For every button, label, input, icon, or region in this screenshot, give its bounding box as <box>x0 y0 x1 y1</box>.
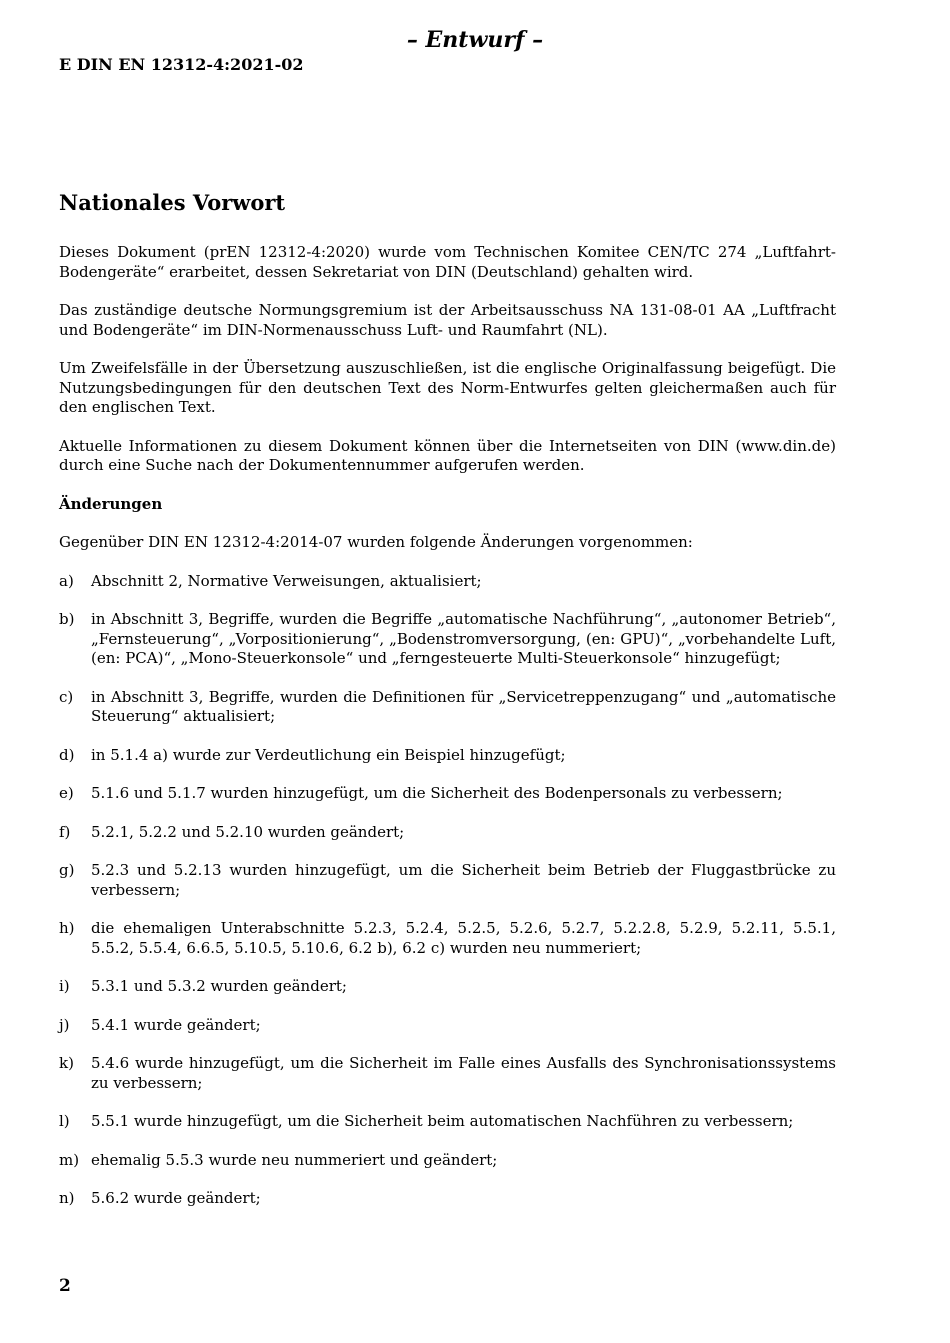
list-item-text: 5.2.1, 5.2.2 und 5.2.10 wurden geändert; <box>91 822 405 841</box>
list-item-text: die ehemaligen Unterabschnitte 5.2.3, 5.2.4, 5.2.5, 5.2.6, 5.2.7, 5.2.2.8, 5.2.9, 5.2.11, 5.5.1, 5.5.2, 5.5.4, 6.6.5, 5.10.5, 5.10.6, 6.2 b), 6.2 c) wurden neu nummeriert; <box>91 919 836 957</box>
list-item <box>59 1189 836 1209</box>
list-item-label: c) <box>59 687 74 706</box>
list-item-label: k) <box>59 1054 74 1072</box>
list-item-label: n) <box>59 1189 75 1207</box>
list-item-text: Abschnitt 2, Normative Verweisungen, aktualisiert; <box>91 571 482 590</box>
list-item-label: j) <box>59 1015 70 1034</box>
list-item-label: h) <box>59 919 75 937</box>
paragraph-committee: Dieses Dokument (prEN 12312-4:2020) wurde vom Technischen Komitee CEN/TC 274 „Luftfahrt-Bodengeräte“ erarbeitet, dessen Sekretariat von DIN (Deutschland) gehalten wird. <box>59 243 836 281</box>
list-item-label: i) <box>59 977 70 995</box>
list-item <box>59 1016 836 1036</box>
changes-intro: Gegenüber DIN EN 12312-4:2014-07 wurden folgende Änderungen vorgenommen: <box>59 533 693 551</box>
list-item-label: b) <box>59 610 75 628</box>
list-item <box>59 746 836 766</box>
list-item <box>59 784 836 804</box>
list-item-label: e) <box>59 784 74 802</box>
paragraph-information: Aktuelle Informationen zu diesem Dokument können über die Internetseiten von DIN (www.din.de) durch eine Suche nach der Dokumentennummer aufgerufen werden. <box>59 436 836 474</box>
draft-watermark-text: – Entwurf – <box>406 27 544 53</box>
list-item <box>59 1151 836 1171</box>
list-item-label: l) <box>59 1112 70 1130</box>
list-item <box>59 688 836 727</box>
list-item <box>59 610 836 669</box>
list-item-text: 5.2.3 und 5.2.13 wurden hinzugefügt, um die Sicherheit beim Betrieb der Fluggastbrücke zu verbessern; <box>91 861 836 899</box>
list-item <box>59 919 836 958</box>
list-item-label: f) <box>59 822 71 841</box>
list-item-text: ehemalig 5.5.3 wurde neu nummeriert und geändert; <box>91 1150 498 1169</box>
page-number: 2 <box>59 1276 71 1296</box>
list-item <box>59 1112 836 1132</box>
list-item <box>59 1054 836 1093</box>
paragraph-working-group: Das zuständige deutsche Normungsgremium ist der Arbeitsausschuss NA 131-08-01 AA „Luftfracht und Bodengeräte“ im DIN-Normenausschuss Luft- und Raumfahrt (NL). <box>59 301 836 339</box>
paragraph-translation: Um Zweifelsfälle in der Übersetzung auszuschließen, ist die englische Originalfassung beigefügt. Die Nutzungsbedingungen für den deutschen Text des Norm-Entwurfes gelten gleichermaßen auch für den englischen Text. <box>59 359 836 416</box>
list-item-text: 5.4.6 wurde hinzugefügt, um die Sicherheit im Falle eines Ausfalls des Synchronisationssystems zu verbessern; <box>91 1054 836 1092</box>
changes-heading: Änderungen <box>59 494 163 513</box>
list-item <box>59 861 836 900</box>
list-item <box>59 823 836 843</box>
list-item-text: in Abschnitt 3, Begriffe, wurden die Definitionen für „Servicetreppenzugang“ und „automatische Steuerung“ aktualisiert; <box>91 687 836 725</box>
list-item-text: 5.6.2 wurde geändert; <box>91 1189 261 1207</box>
document-id: E DIN EN 12312-4:2021-02 <box>59 55 304 74</box>
list-item-label: m) <box>59 1150 80 1169</box>
list-item-label: g) <box>59 861 75 879</box>
list-item-text: 5.3.1 und 5.3.2 wurden geändert; <box>91 977 347 995</box>
list-item-text: 5.4.1 wurde geändert; <box>91 1015 261 1034</box>
list-item-text: 5.1.6 und 5.1.7 wurden hinzugefügt, um die Sicherheit des Bodenpersonals zu verbessern; <box>91 784 783 802</box>
list-item-text: in Abschnitt 3, Begriffe, wurden die Begriffe „automatische Nachführung“, „autonomer Betrieb“, „Fernsteuerung“, „Vorpositionierung“, „Bodenstromversorgung, (en: GPU)“, „vorbehandelte Luft, (en: PCA)“, „Mono-Steuerkonsole“ und „ferngesteuerte Multi-Steuerkonsole“ hinzugefügt; <box>91 610 836 667</box>
page-title: Nationales Vorwort <box>59 190 286 215</box>
page-content <box>59 189 836 1209</box>
list-item-label: a) <box>59 571 74 590</box>
list-item-text: in 5.1.4 a) wurde zur Verdeutlichung ein Beispiel hinzugefügt; <box>91 745 566 764</box>
list-item <box>59 572 836 592</box>
list-item-text: 5.5.1 wurde hinzugefügt, um die Sicherheit beim automatischen Nachführen zu verbessern; <box>91 1112 794 1130</box>
list-item-label: d) <box>59 745 75 764</box>
list-item <box>59 977 836 997</box>
